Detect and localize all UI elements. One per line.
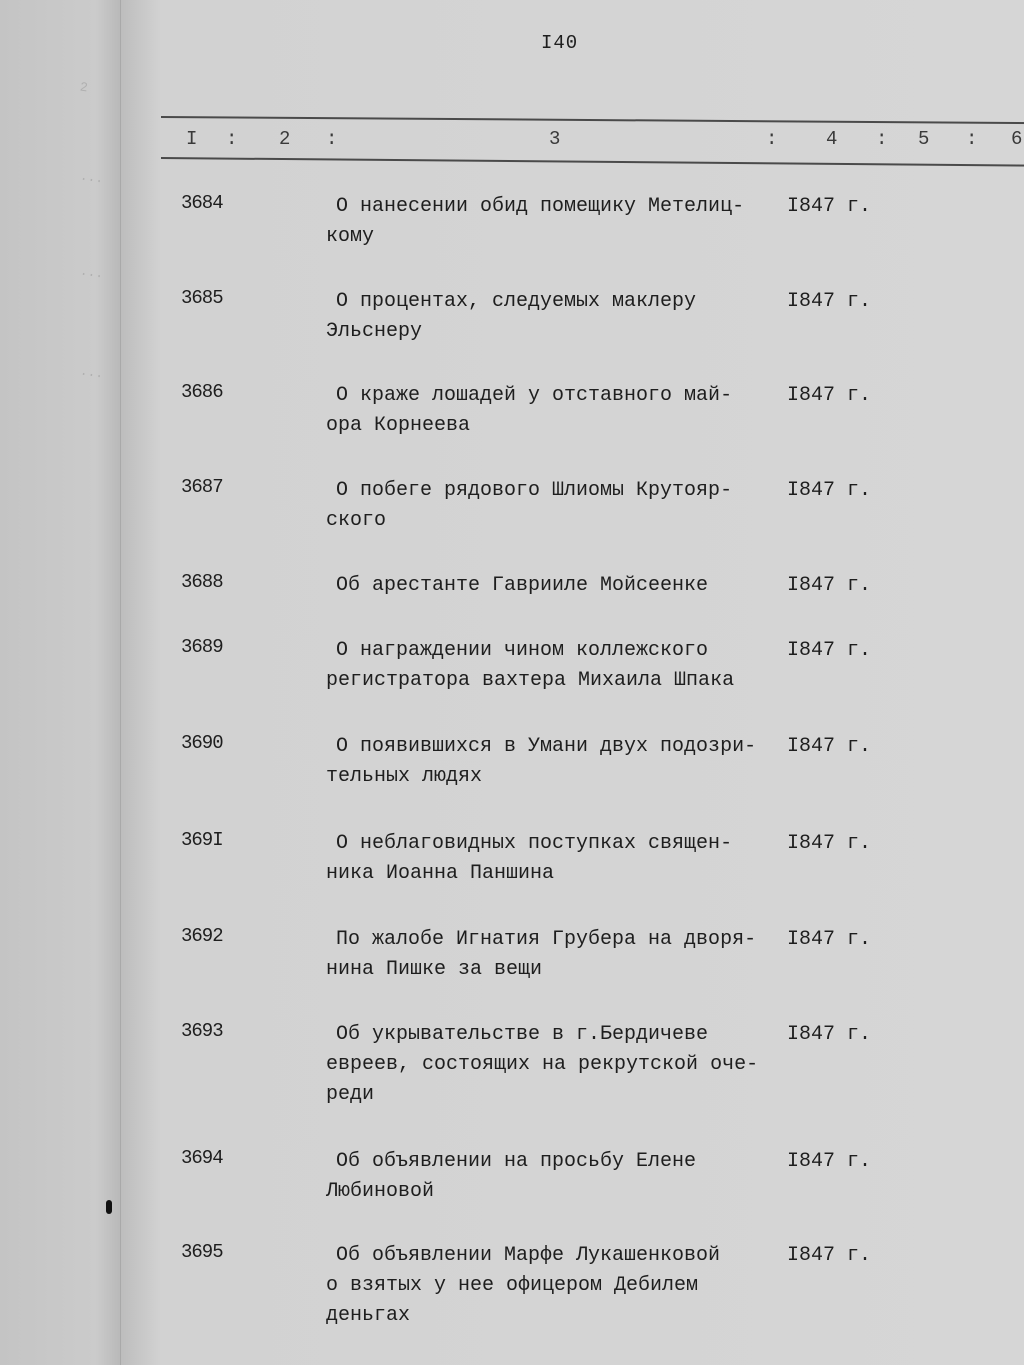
entry-description (326, 571, 786, 601)
description-line: тельных людях (326, 765, 483, 788)
entry-year: I847 г. (787, 290, 872, 313)
description-line: Об объявлении на просьбу Елене (336, 1150, 697, 1173)
entry-description (326, 829, 786, 889)
bleed-through-text: ... (79, 263, 105, 282)
entry-description (326, 381, 786, 441)
description-line: деньгах (326, 1304, 411, 1327)
description-line: регистратора вахтера Михаила Шпака (326, 669, 735, 692)
entry-number: 3689 (181, 636, 223, 658)
entry-year: I847 г. (787, 1244, 872, 1267)
entry-year: I847 г. (787, 195, 872, 218)
document-page (121, 0, 1024, 1365)
entry-number: 3685 (181, 287, 223, 309)
description-line: о взятых у нее офицером Дебилем (326, 1274, 699, 1297)
entry-number: 369I (181, 829, 223, 851)
column-separator: : (766, 128, 778, 150)
entry-description (326, 925, 786, 985)
column-separator: : (876, 128, 888, 150)
entry-year: I847 г. (787, 1150, 872, 1173)
entry-year: I847 г. (787, 574, 872, 597)
entry-description (326, 287, 786, 347)
description-line: О неблаговидных поступках священ- (336, 832, 733, 855)
header-rule-bottom (161, 157, 1024, 167)
column-separator: : (226, 128, 238, 150)
description-line: ского (326, 509, 387, 532)
bleed-through-text: 2 (78, 79, 89, 96)
page-number: I40 (541, 32, 579, 54)
description-line: О краже лошадей у отставного май- (336, 384, 733, 407)
entry-number: 3693 (181, 1020, 223, 1042)
description-line: кому (326, 225, 375, 248)
description-line: реди (326, 1083, 375, 1106)
entry-number: 3684 (181, 192, 223, 214)
entry-year: I847 г. (787, 479, 872, 502)
entry-year: I847 г. (787, 384, 872, 407)
description-line: Об укрывательстве в г.Бердичеве (336, 1023, 709, 1046)
entry-number: 3686 (181, 381, 223, 403)
entry-year: I847 г. (787, 735, 872, 758)
entry-year: I847 г. (787, 928, 872, 951)
bleed-through-text: ... (79, 363, 105, 382)
entry-description (326, 1020, 786, 1110)
previous-page-edge (0, 0, 121, 1365)
description-line: О нанесении обид помещику Метелиц- (336, 195, 745, 218)
column-header-4: 4 (826, 128, 838, 150)
description-line: О награждении чином коллежского (336, 639, 709, 662)
entry-description (326, 1241, 786, 1331)
description-line: Об объявлении Марфе Лукашенковой (336, 1244, 721, 1267)
description-line: Эльснеру (326, 320, 423, 343)
description-line: евреев, состоящих на рекрутской оче- (326, 1053, 759, 1076)
column-separator: : (966, 128, 978, 150)
description-line: О появившихся в Умани двух подозри- (336, 735, 757, 758)
entry-description (326, 1147, 786, 1207)
entry-number: 3690 (181, 732, 223, 754)
entry-number: 3688 (181, 571, 223, 593)
column-header-5: 5 (918, 128, 930, 150)
description-line: По жалобе Игнатия Грубера на дворя- (336, 928, 757, 951)
description-line: ора Корнеева (326, 414, 471, 437)
binding-mark (106, 1200, 112, 1214)
column-header-2: 2 (279, 128, 291, 150)
header-rule-top (161, 116, 1024, 124)
entry-description (326, 192, 786, 252)
description-line: Об арестанте Гаврииле Мойсеенке (336, 574, 709, 597)
entry-year: I847 г. (787, 1023, 872, 1046)
description-line: О побеге рядового Шлиомы Крутояр- (336, 479, 733, 502)
entry-number: 3695 (181, 1241, 223, 1263)
column-header-3: 3 (549, 128, 561, 150)
entry-description (326, 732, 786, 792)
entry-number: 3692 (181, 925, 223, 947)
column-separator: : (326, 128, 338, 150)
entry-number: 3694 (181, 1147, 223, 1169)
entry-description (326, 476, 786, 536)
entry-number: 3687 (181, 476, 223, 498)
description-line: нина Пишке за вещи (326, 958, 543, 981)
description-line: О процентах, следуемых маклеру (336, 290, 697, 313)
entry-description (326, 636, 786, 696)
description-line: Любиновой (326, 1180, 435, 1203)
entry-year: I847 г. (787, 639, 872, 662)
description-line: ника Иоанна Паншина (326, 862, 555, 885)
bleed-through-text: ... (79, 168, 105, 187)
entry-year: I847 г. (787, 832, 872, 855)
column-header-1: I (186, 128, 198, 150)
column-header-6: 6 (1011, 128, 1023, 150)
